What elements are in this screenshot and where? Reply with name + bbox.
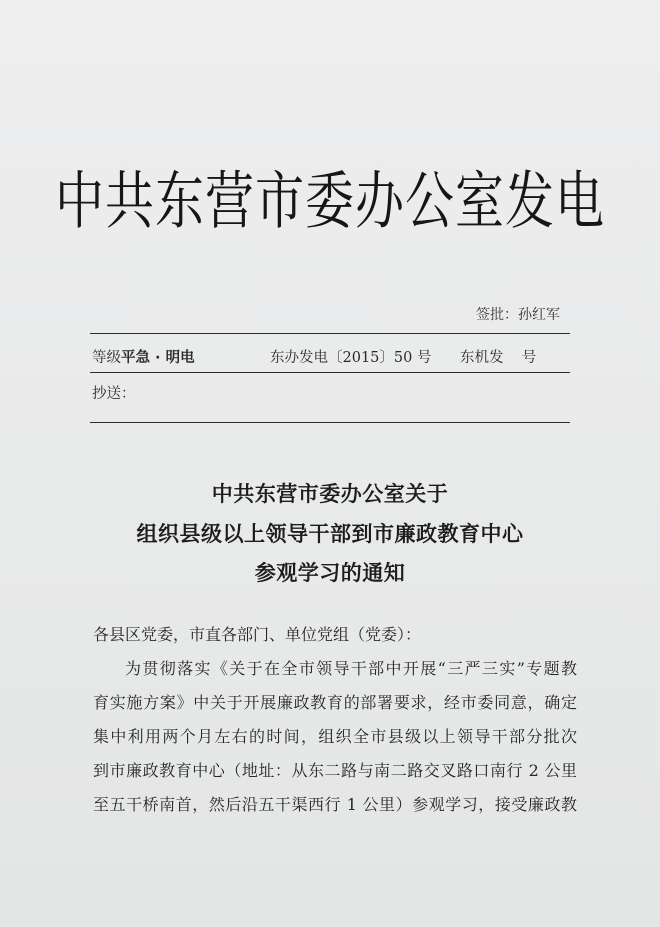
urgency-level: 等级平急 · 明电	[92, 350, 195, 366]
header-rule-bottom	[90, 422, 570, 423]
header-rule-middle	[90, 372, 570, 373]
body-line: 集中利用两个月左右的时间，组织全市县级以上领导干部分批次	[93, 727, 577, 746]
header-rule-top	[90, 333, 570, 334]
body-line: 为贯彻落实《关于在全市领导干部中开展“三严三实”专题教	[125, 659, 577, 678]
body-line: 育实施方案》中关于开展廉政教育的部署要求，经市委同意，确定	[93, 693, 577, 712]
cc-label: 抄送：	[92, 386, 136, 402]
secondary-document-number: 东机发 号	[460, 350, 537, 366]
salutation: 各县区党委，市直各部门、单位党组（党委）：	[93, 625, 422, 644]
notice-title-line-2: 组织县级以上领导干部到市廉政教育中心	[136, 521, 524, 546]
body-line: 到市廉政教育中心（地址：从东二路与南二路交叉路口南行 2 公里	[93, 761, 577, 780]
body-line: 至五干桥南首，然后沿五干渠西行 1 公里）参观学习，接受廉政教	[93, 795, 577, 814]
masthead-title: 中共东营市委办公室发电	[54, 164, 605, 238]
document-number: 东办发电〔2015〕50 号	[270, 350, 432, 366]
notice-body	[93, 618, 577, 822]
signer-line: 签批：孙红军	[476, 307, 560, 323]
notice-title-line-1: 中共东营市委办公室关于	[211, 481, 449, 506]
notice-title-line-3: 参观学习的通知	[254, 560, 406, 585]
